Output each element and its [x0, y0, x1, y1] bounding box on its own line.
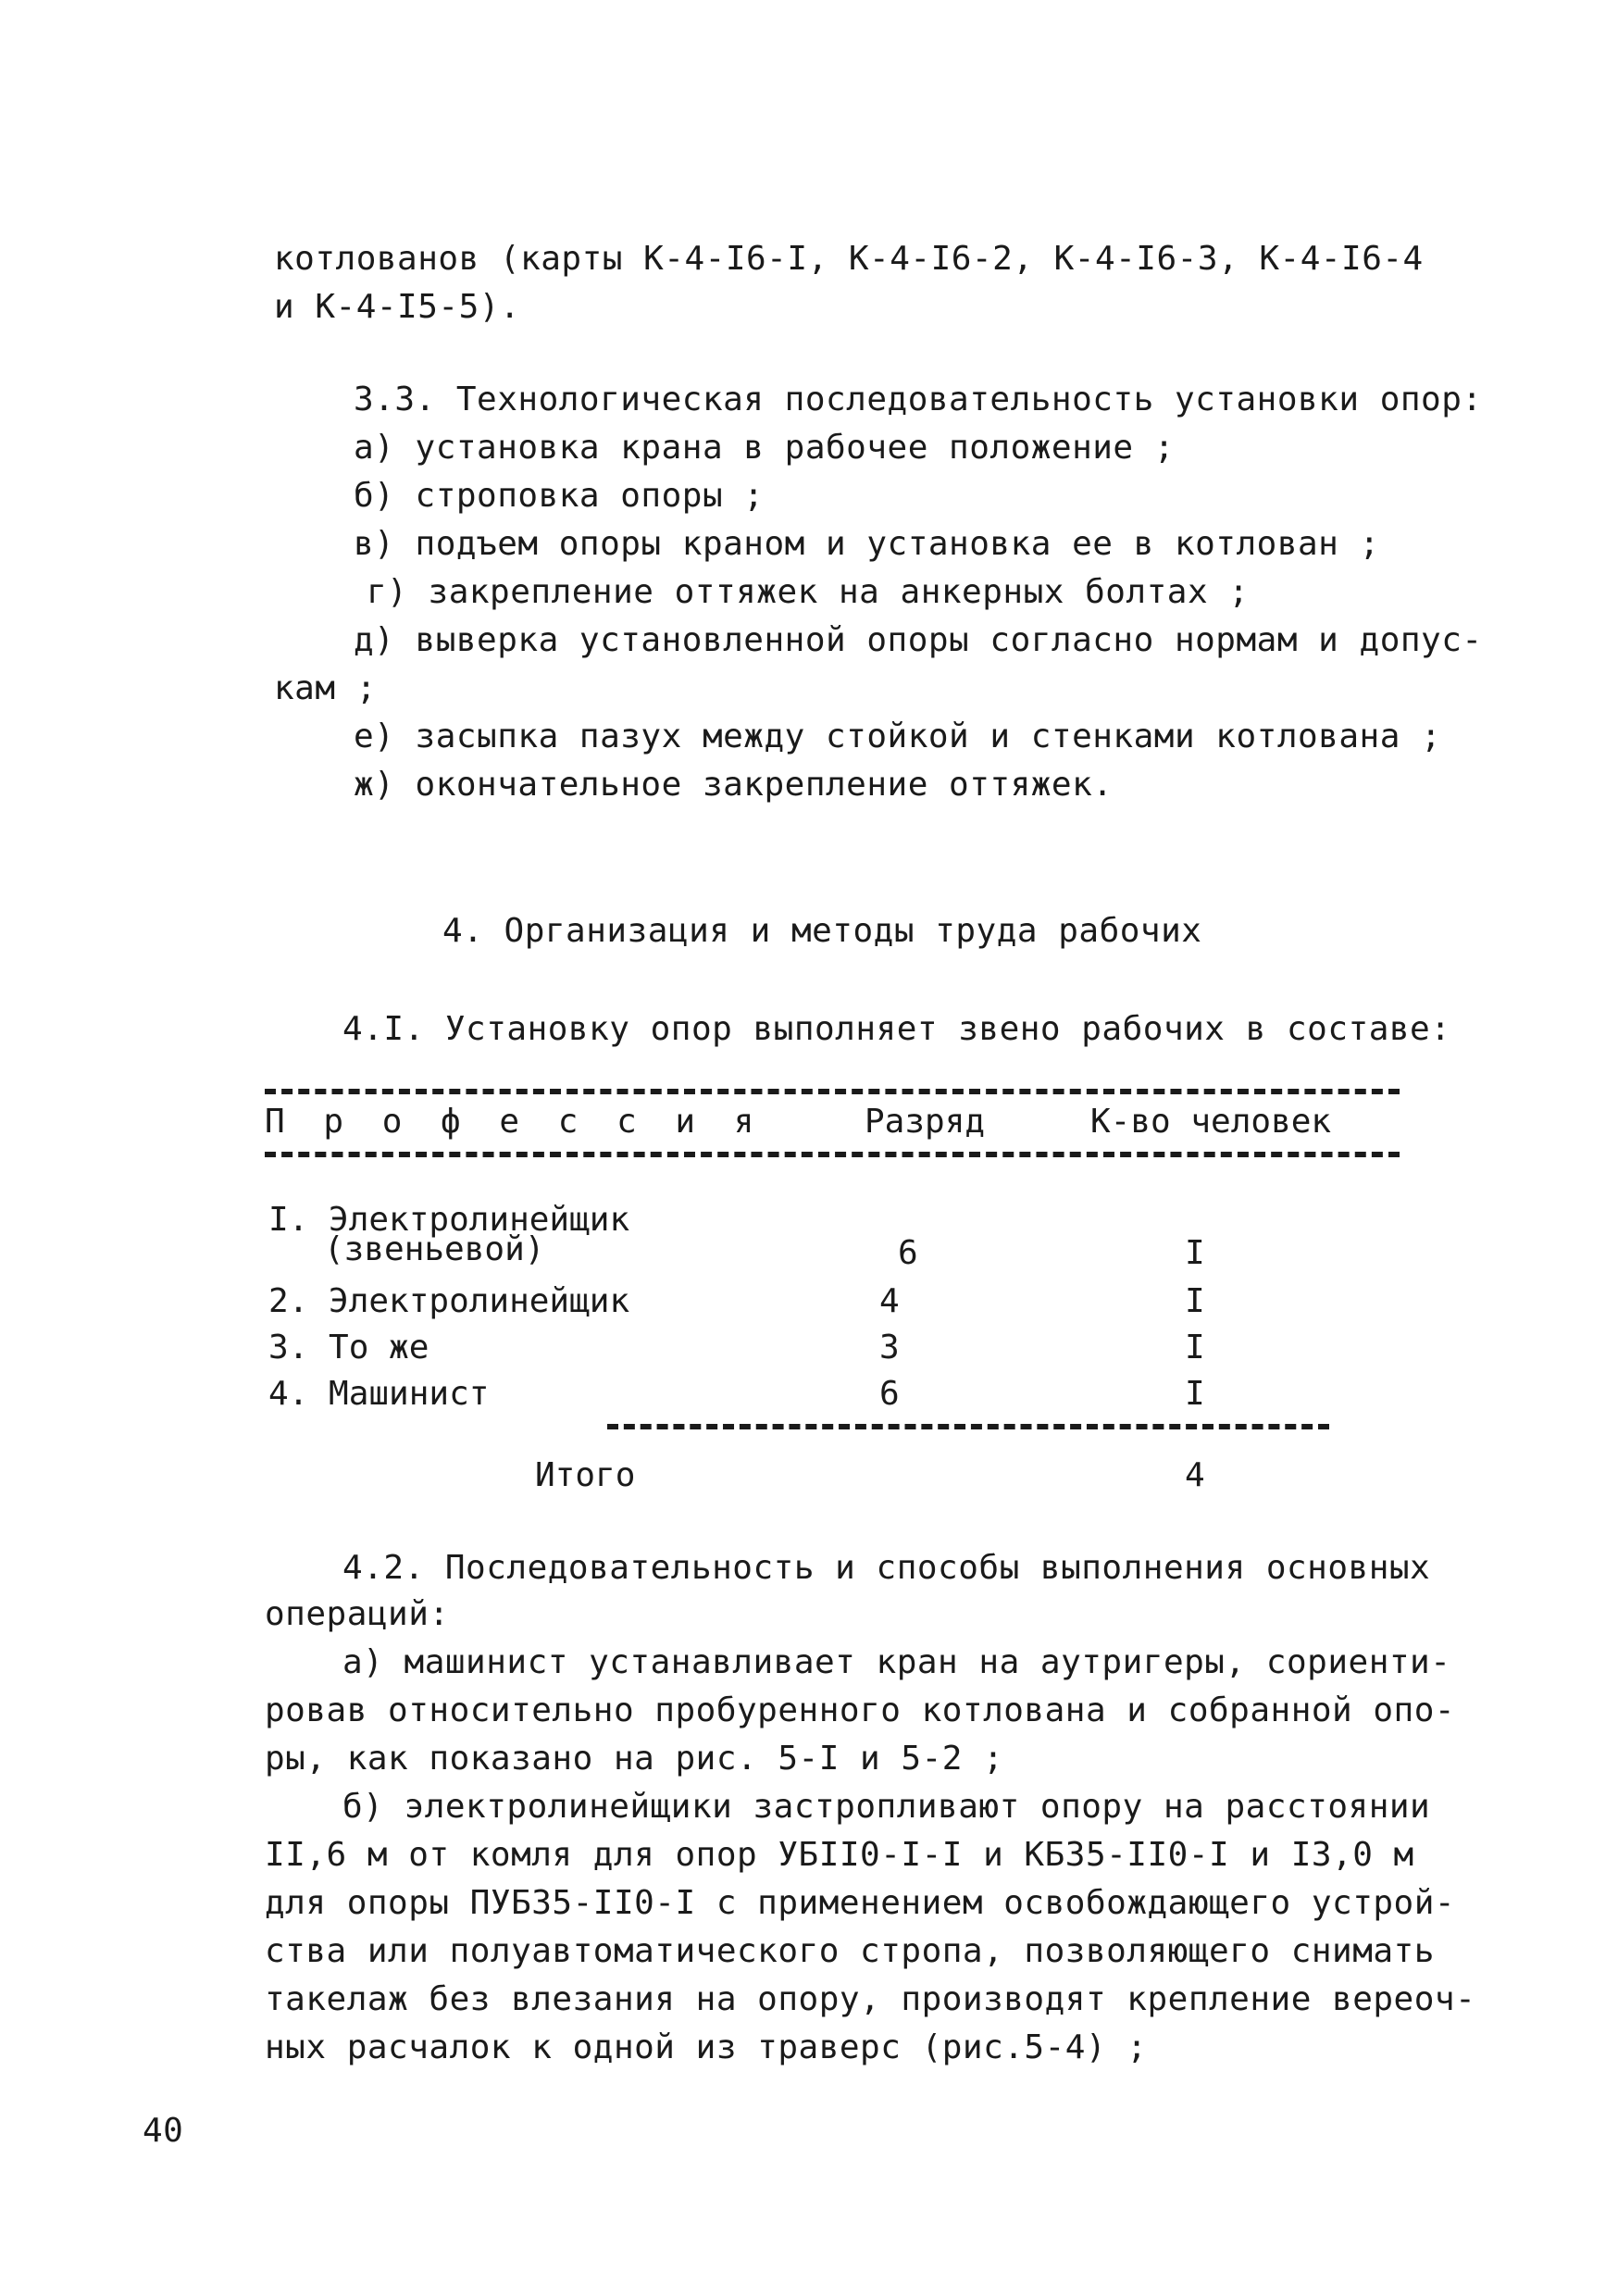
row-count: I	[1185, 1234, 1205, 1272]
row-profession: I. Электролинейщик	[268, 1201, 630, 1239]
section-4-2-line-11: ных расчалок к одной из траверс (рис.5-4) ;	[265, 2028, 1148, 2066]
row-profession: 4. Машинист	[268, 1375, 490, 1413]
section-3-3-item-e: е) засыпка пазух между стойкой и стенками котлована ;	[354, 718, 1442, 755]
row-grade: 3	[879, 1329, 900, 1366]
intro-line-1: котлованов (карты К-4-I6-I, К-4-I6-2, К-4-I6-3, К-4-I6-4	[274, 240, 1424, 278]
row-count: I	[1185, 1329, 1205, 1366]
section-4-2-line-9: ства или полуавтоматического стропа, позволяющего снимать	[265, 1932, 1435, 1970]
section-4-2-line-2: операций:	[265, 1595, 450, 1633]
section-3-3-heading: 3.3. Технологическая последовательность установки опор:	[354, 381, 1483, 418]
intro-line-2: и К-4-I5-5).	[274, 288, 521, 326]
total-value: 4	[1185, 1456, 1205, 1494]
row-profession-cont: (звеньевой)	[324, 1230, 545, 1268]
section-4-2-line-6: б) электролинейщики застропливают опору на расстоянии	[342, 1788, 1431, 1826]
section-3-3-item-zh: ж) окончательное закрепление оттяжек.	[354, 766, 1114, 804]
page-number: 40	[143, 2112, 184, 2150]
table-top-rule	[265, 1089, 1400, 1094]
header-profession: П р о ф е с с и я	[265, 1103, 764, 1141]
header-grade: Разряд	[865, 1103, 986, 1141]
section-3-3-item-a: а) установка крана в рабочее положение ;	[354, 429, 1175, 467]
row-profession: 3. То же	[268, 1329, 429, 1366]
table-total-rule	[607, 1424, 1329, 1429]
header-count: К-во человек	[1090, 1103, 1332, 1141]
section-4-1-paragraph: 4.I. Установку опор выполняет звено рабочих в составе:	[342, 1010, 1451, 1048]
section-4-2-line-1: 4.2. Последовательность и способы выполнения основных	[342, 1549, 1431, 1587]
section-4-2-line-7: II,6 м от комля для опор УБII0-I-I и КБ35-II0-I и I3,0 м	[265, 1836, 1414, 1874]
row-count: I	[1185, 1375, 1205, 1413]
table-header-rule	[265, 1152, 1400, 1157]
row-profession: 2. Электролинейщик	[268, 1282, 630, 1320]
section-4-2-line-8: для опоры ПУБ35-II0-I с применением освобождающего устрой-	[265, 1884, 1456, 1922]
section-3-3-item-v: в) подъем опоры краном и установка ее в котлован ;	[354, 525, 1380, 563]
section-4-2-line-10: такелаж без влезания на опору, производят крепление вереоч-	[265, 1980, 1476, 2018]
section-3-3-item-b: б) строповка опоры ;	[354, 477, 765, 515]
section-3-3-item-d: д) выверка установленной опоры согласно нормам и допус-	[354, 621, 1483, 659]
section-4-2-line-3: а) машинист устанавливает кран на аутригеры, сориенти-	[342, 1643, 1451, 1681]
row-grade: 6	[898, 1234, 918, 1272]
section-4-title: 4. Организация и методы труда рабочих	[442, 912, 1202, 950]
section-3-3-item-d-cont: кам ;	[274, 669, 377, 707]
section-3-3-item-g: г) закрепление оттяжек на анкерных болтах ;	[367, 573, 1250, 611]
row-grade: 6	[879, 1375, 900, 1413]
row-grade: 4	[879, 1282, 900, 1320]
section-4-2-line-4: ровав относительно пробуренного котлована и собранной опо-	[265, 1691, 1456, 1729]
total-label: Итого	[535, 1456, 636, 1494]
section-4-2-line-5: ры, как показано на рис. 5-I и 5-2 ;	[265, 1740, 1004, 1778]
row-count: I	[1185, 1282, 1205, 1320]
